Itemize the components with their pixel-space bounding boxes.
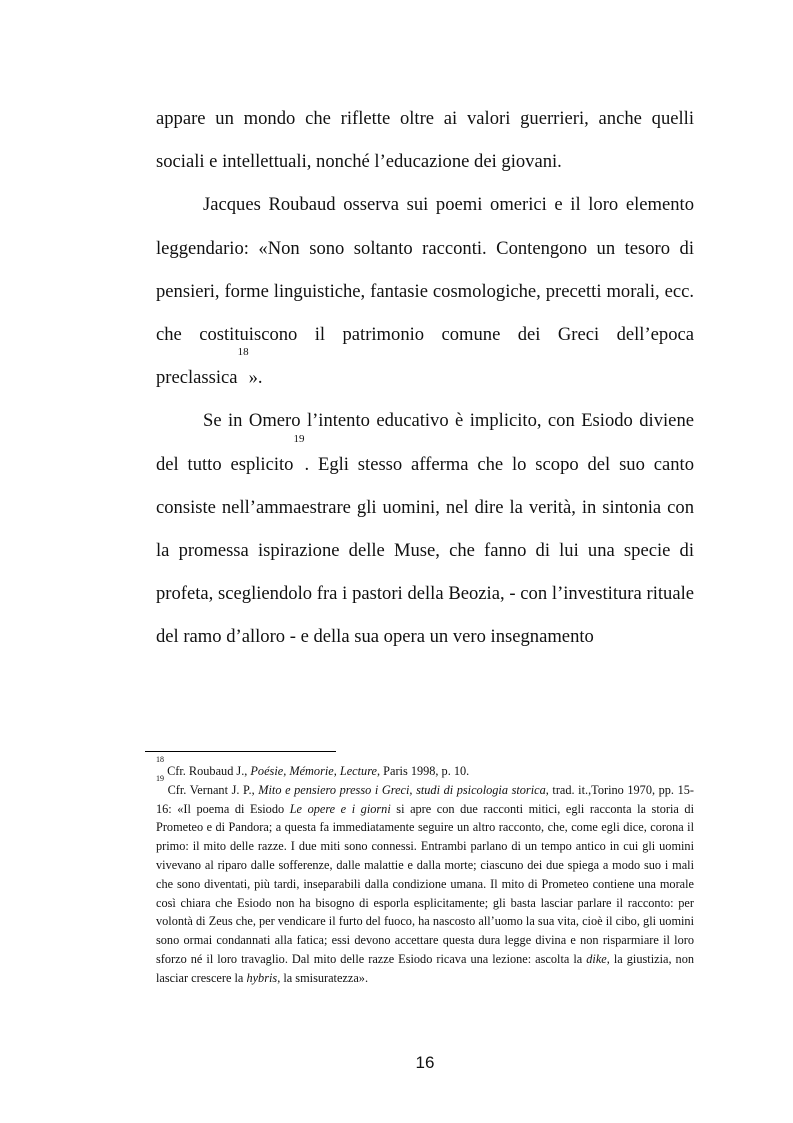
footnote-number: 18 [156,755,164,764]
footnote-19: $^{19}$ Cfr. Vernant J. P., Mito e pensiero presso i Greci, studi di psicologia storica, trad. it.,Torino 1970, pp. 15-16: «Il poema di Esiodo Le opere e i giorni si apre con due racconti mitici, egli racconta la storia di Prometeo e di Pandora; a questa fa immediatamente seguire un altro racconto, che, come egli dice, corona il primo: il mito delle razze. I due miti sono connessi. Entrambi parlano di un tempo antico in cui gli uomini vivevano al riparo dalle sofferenze, dalle malattie e dalla morte; ciascuno dei due spiega a modo suo i mali che sono diventati, più tardi, inseparabili dalla condizione umana. Il mito di Prometeo contiene una morale così chiara che Esiodo non ha bisogno di esporla esplicitamente; gli basta lasciar parlare il racconto: per volontà di Zeus che, per vendicare il furto del fuoco, ha nascosto all’uomo la sua vita, cioè il cibo, gli uomini sono ormai condannati alla fatica; essi devono accettare questa dura legge divina e non risparmiare il loro sforzo né il loro travaglio. Dal mito delle razze Esiodo ricava una lezione: ascolta la dike, la giustizia, non lasciar crescere la hybris, la smisuratezza». [156,773,695,985]
footnote-ref-18[interactable]: 18 [237,346,249,359]
footnote-divider [145,751,336,752]
body-text [156,97,694,659]
term-hybris: hybris [246,970,278,985]
footnote-ref-19[interactable]: 19 [293,432,305,445]
page-number: 16 [415,1053,435,1072]
footnote-18: $^{18}$ Cfr. Roubaud J., Poésie, Mémorie, Lecture, Paris 1998, p. 10. [156,755,470,778]
footnotes [156,755,695,988]
book-title: Poésie, Mémorie, Lecture [250,764,377,778]
book-title: Mito e pensiero presso i Greci, studi di psicologia storica [258,782,546,797]
paragraph-3: Se in Omero l’intento educativo è implicito, con Esiodo diviene del tutto esplicito$^{19}$. Egli stesso afferma che lo scopo del suo canto consiste nell’ammaestrare gli uomini, nel dire la verità, in sintonia con la promessa ispirazione delle Muse, che fanno di lui una specie di profeta, scegliendolo fra i pastori della Beozia, - con l’investitura rituale del ramo d’alloro - e della sua opera un vero insegnamento [156,410,694,648]
paragraph-1: appare un mondo che riflette oltre ai valori guerrieri, anche quelli sociali e intellettuali, nonché l’educazione dei giovani. [156,108,694,173]
footnote-number: 19 [156,773,164,783]
paragraph-2: Jacques Roubaud osserva sui poemi omerici e il loro elemento leggendario: «Non sono soltanto racconti. Contengono un tesoro di pensieri, forme linguistiche, fantasie cosmologiche, precetti morali, ecc. che costituiscono il patrimonio comune dei Greci dell’epoca preclassica$^{18}$». [156,194,694,389]
work-title: Le opere e i giorni [289,801,391,816]
term-dike: dike [586,951,607,966]
